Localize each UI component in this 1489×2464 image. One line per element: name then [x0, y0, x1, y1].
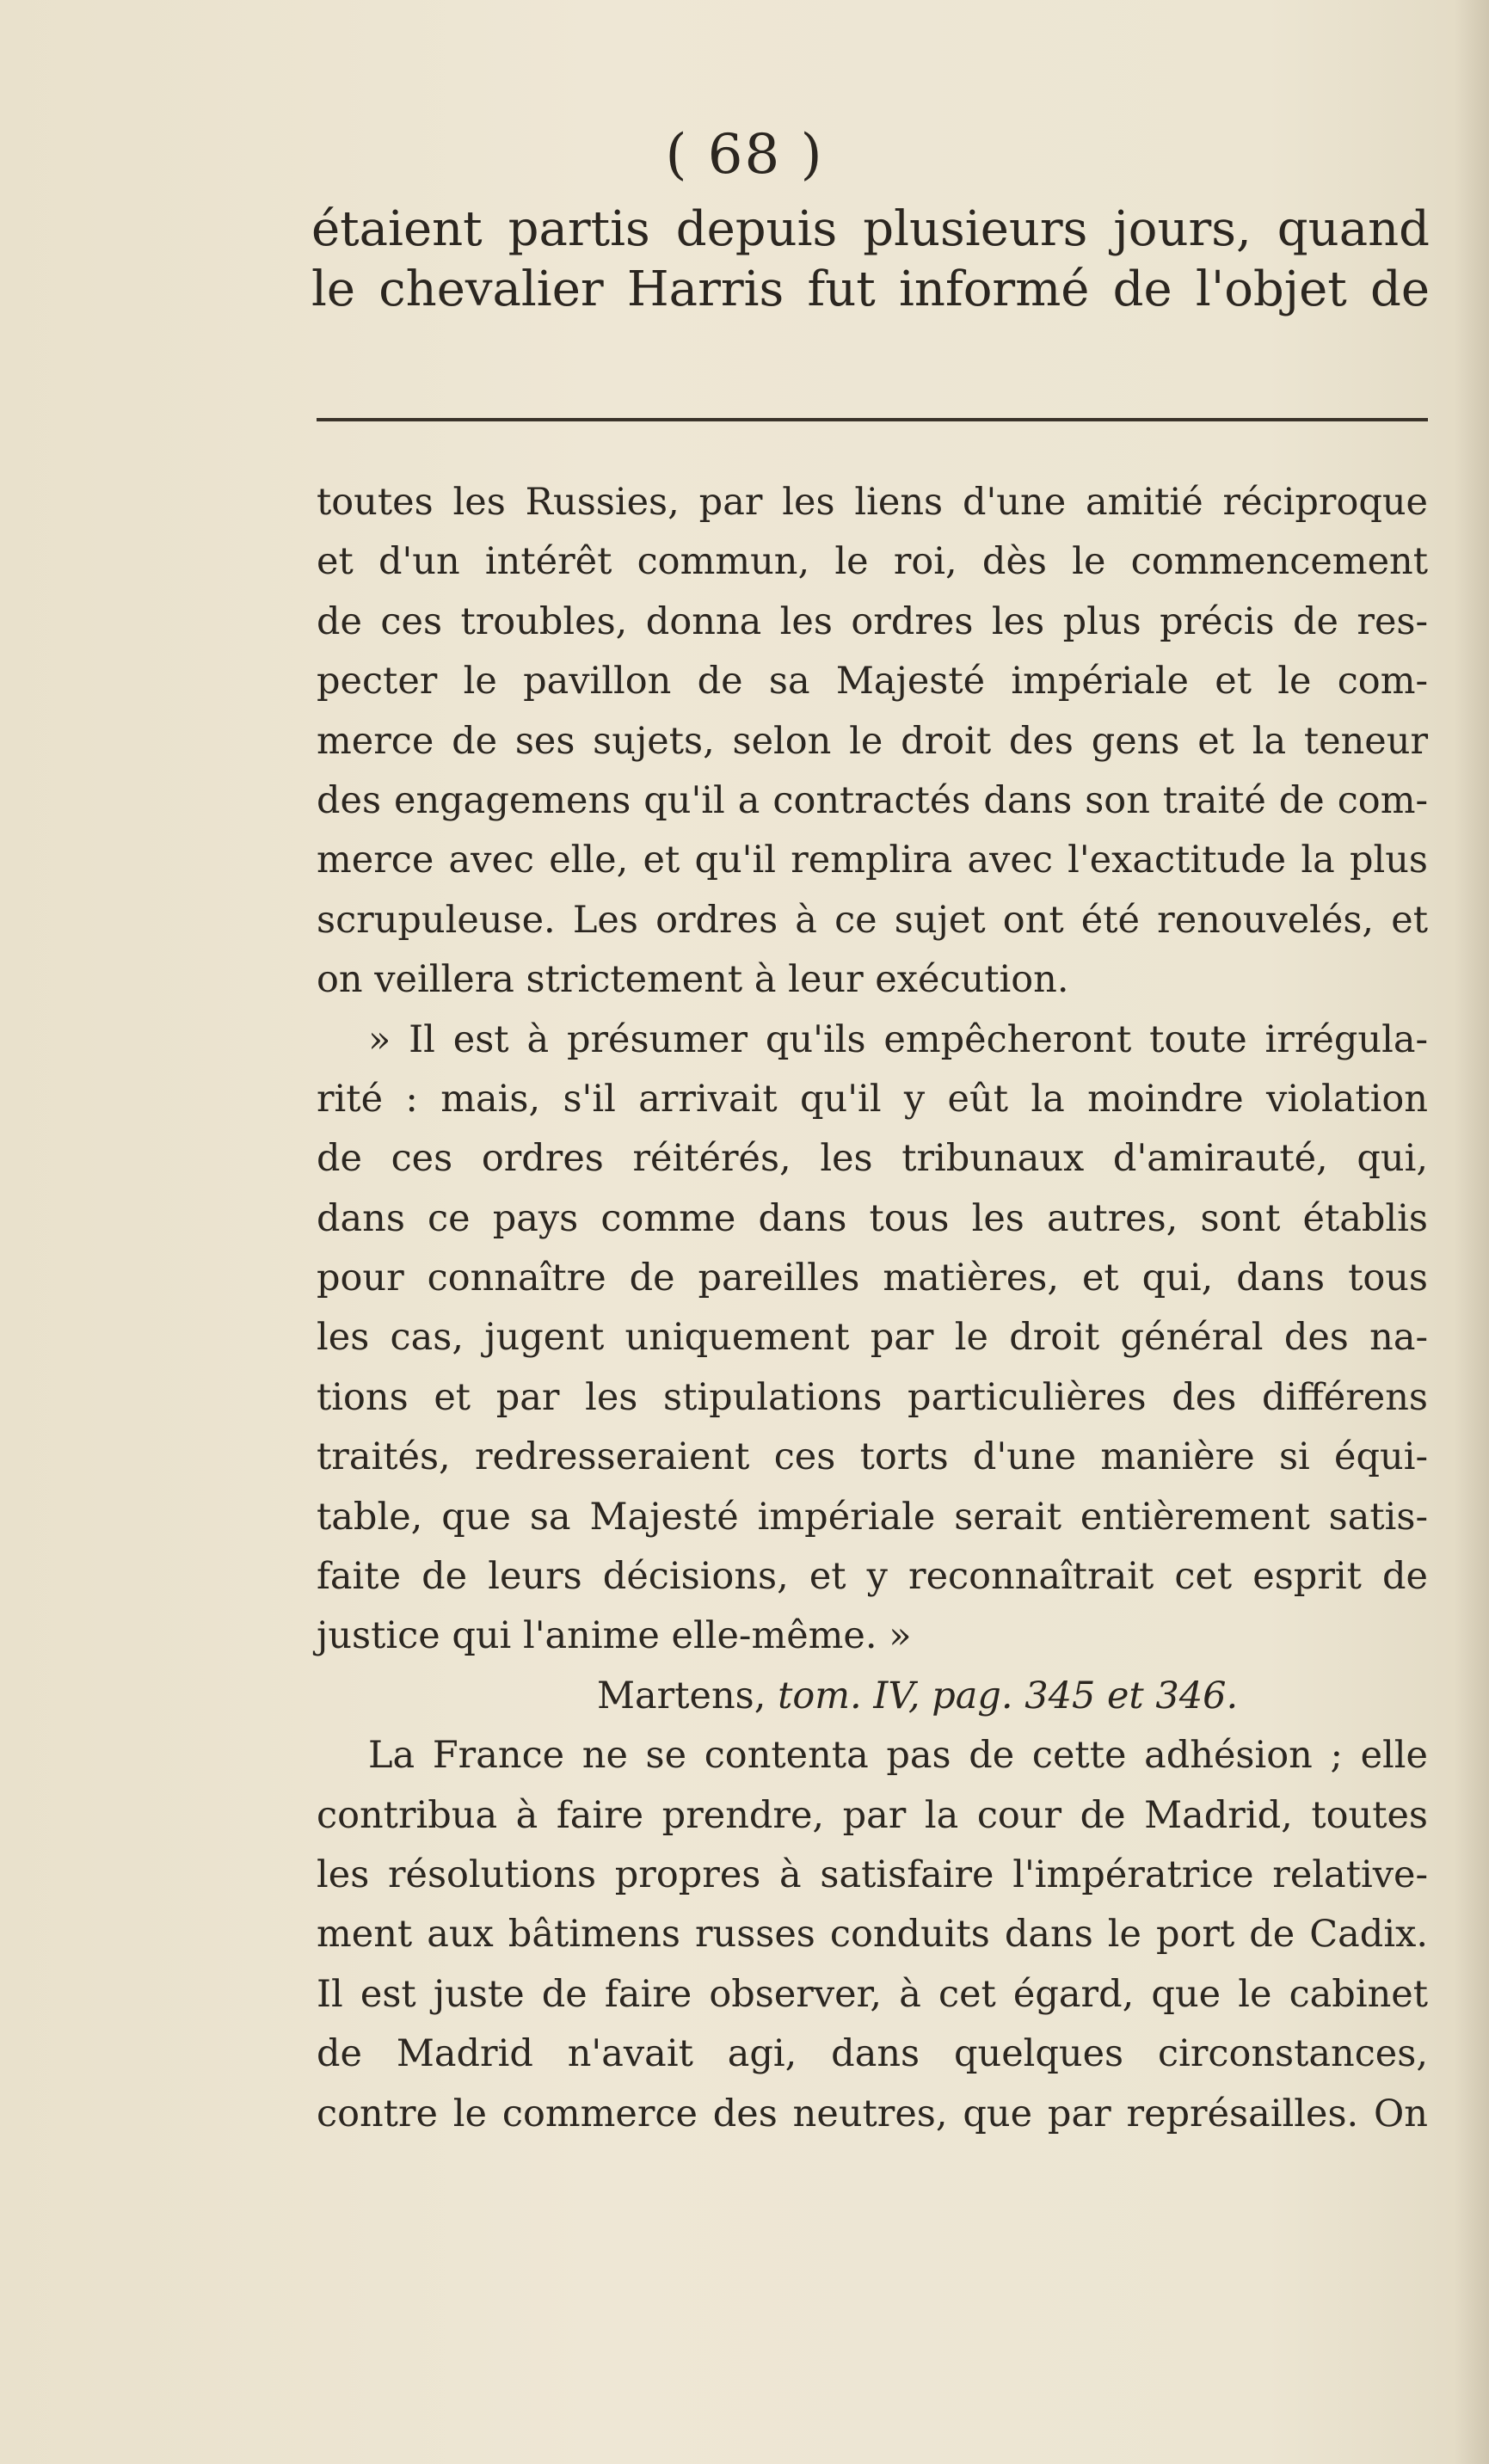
text-line: rité : mais, s'il arrivait qu'il y eût la moindre violation: [317, 1077, 1428, 1121]
text-line: dans ce pays comme dans tous les autres, sont établis: [317, 1196, 1428, 1240]
text-line: de ces ordres réitérés, les tribunaux d'amirauté, qui,: [317, 1137, 1428, 1181]
text-line: de ces troubles, donna les ordres les plus précis de res-: [317, 599, 1428, 643]
text-line: faite de leurs décisions, et y reconnaîtrait cet esprit de: [317, 1555, 1428, 1599]
text-line: toutes les Russies, par les liens d'une amitié réciproque: [317, 481, 1428, 524]
text-line: contre le commerce des neutres, que par représailles. On: [317, 2092, 1428, 2135]
citation-author: Martens,: [597, 1674, 766, 1717]
text-line: pour connaître de pareilles matières, et qui, dans tous: [317, 1257, 1428, 1300]
text-line: » Il est à présumer qu'ils empêcheront toute irrégula-: [368, 1017, 1428, 1061]
text-line: les cas, jugent uniquement par le droit général des na-: [317, 1316, 1428, 1360]
text-line: merce avec elle, et qu'il remplira avec l'exactitude la plus: [317, 839, 1428, 882]
text-line: étaient partis depuis plusieurs jours, quand: [311, 201, 1430, 257]
text-line: pecter le pavillon de sa Majesté impériale et le com-: [317, 660, 1428, 704]
text-line: des engagemens qu'il a contractés dans son traité de com-: [317, 778, 1428, 822]
text-line: ment aux bâtimens russes conduits dans le port de Cadix.: [317, 1913, 1428, 1957]
text-line: tions et par les stipulations particulières des différens: [317, 1375, 1428, 1419]
text-line: de Madrid n'avait agi, dans quelques circonstances,: [317, 2032, 1428, 2076]
text-line: et d'un intérêt commun, le roi, dès le commencement: [317, 540, 1428, 584]
horizontal-rule: [317, 418, 1428, 421]
text-line: contribua à faire prendre, par la cour de Madrid, toutes: [317, 1793, 1428, 1837]
page-number: ( 68 ): [665, 123, 824, 187]
text-line: Il est juste de faire observer, à cet égard, que le cabinet: [317, 1972, 1428, 2016]
text-line: le chevalier Harris fut informé de l'objet de: [311, 261, 1430, 317]
body-text-block: [317, 473, 1428, 2144]
text-line: les résolutions propres à satisfaire l'impératrice relative-: [317, 1853, 1428, 1896]
text-line: scrupuleuse. Les ordres à ce sujet ont été renouvelés, et: [317, 898, 1428, 942]
text-line: La France ne se contenta pas de cette adhésion ; elle: [368, 1734, 1428, 1778]
text-line: traités, redresseraient ces torts d'une manière si équi-: [317, 1435, 1428, 1479]
citation-reference: tom. IV, pag. 345 et 346.: [778, 1674, 1239, 1717]
text-line: merce de ses sujets, selon le droit des gens et la teneur: [317, 719, 1428, 763]
text-line: table, que sa Majesté impériale serait entièrement satis-: [317, 1495, 1428, 1539]
text-line: justice qui l'anime elle-même. »: [317, 1614, 912, 1658]
page-gutter-shadow: [1455, 0, 1489, 2464]
citation-line: [317, 1667, 1428, 1726]
text-line: on veillera strictement à leur exécution.: [317, 958, 1069, 1002]
top-text-block: [311, 200, 1430, 320]
